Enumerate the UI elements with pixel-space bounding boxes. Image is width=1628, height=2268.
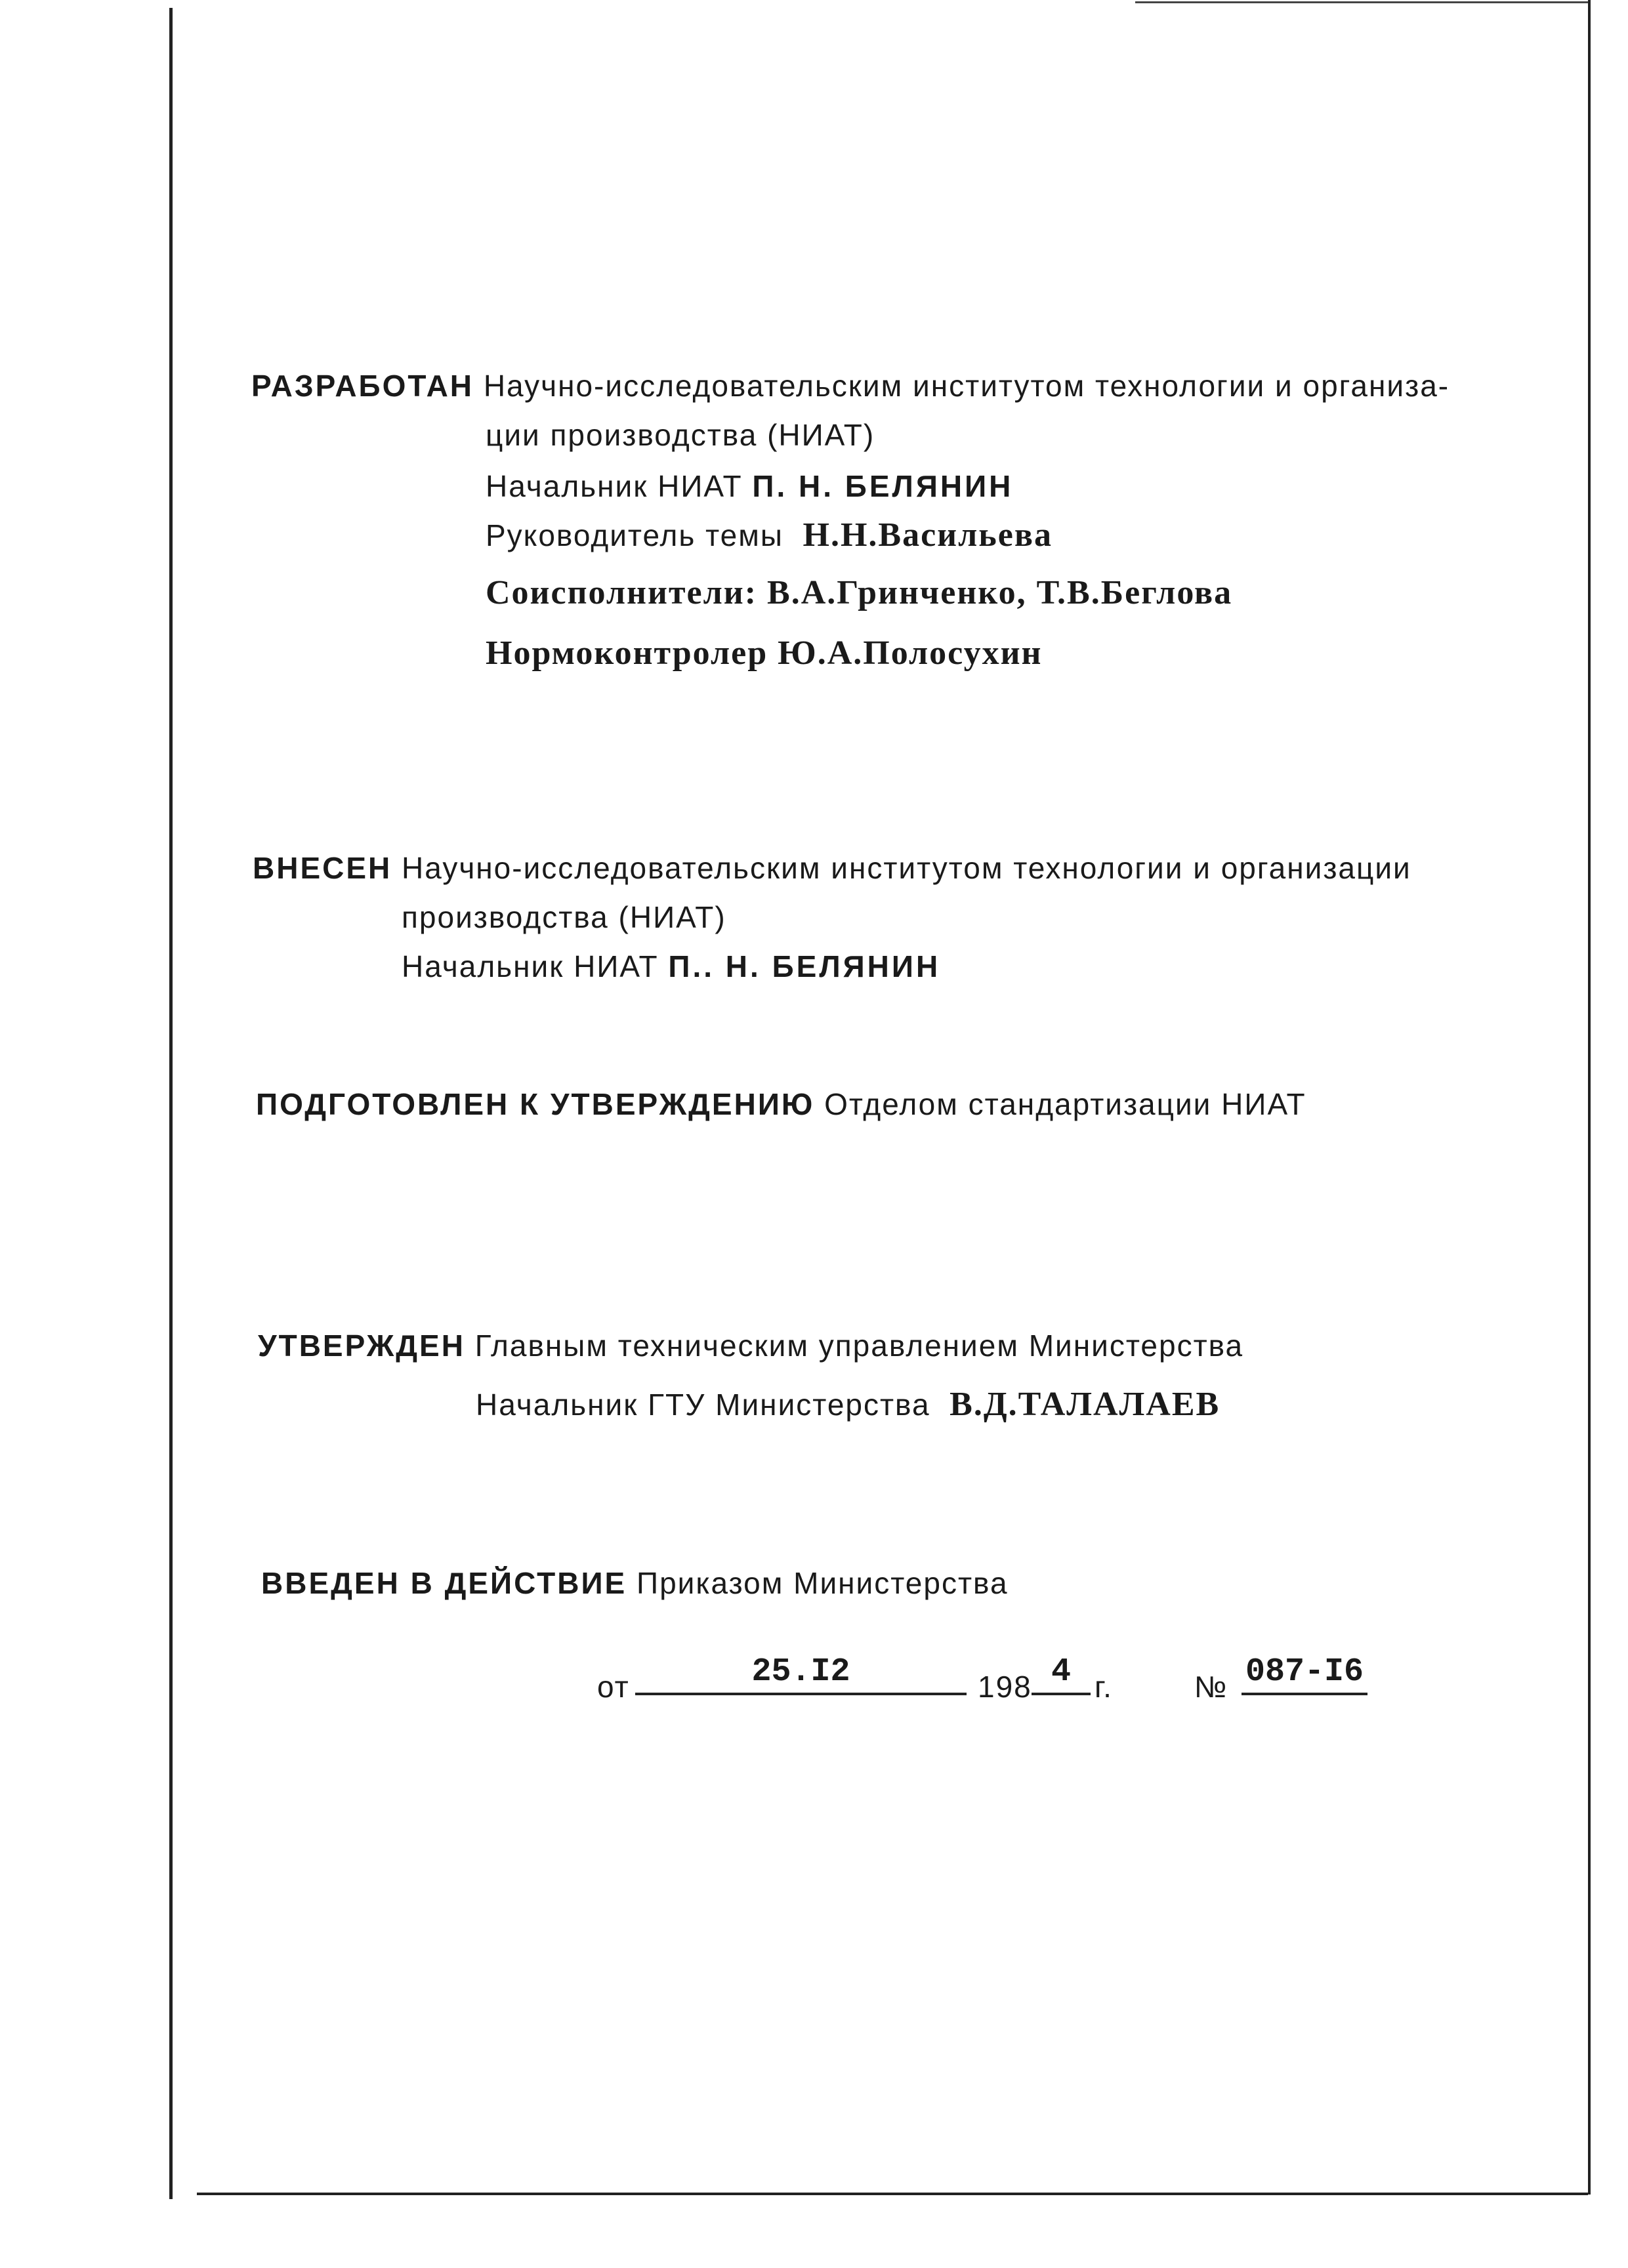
razrabotan-coexecutors: Соисполнители: В.А.Гринченко, Т.В.Беглова bbox=[486, 574, 1233, 611]
vveden-keyword: ВВЕДЕН В ДЕЙСТВИЕ bbox=[261, 1566, 627, 1600]
vnesen-text-line1: Научно-исследовательским институтом технологии и организации bbox=[402, 851, 1411, 885]
frame-right-border bbox=[1588, 0, 1591, 2195]
vveden-number-prefix: № bbox=[1194, 1670, 1228, 1704]
utverzhden-line bbox=[258, 1330, 1243, 1361]
podgotovlen-text: Отделом стандартизации НИАТ bbox=[824, 1087, 1306, 1121]
vveden-line bbox=[261, 1568, 1009, 1598]
vveden-year-prefix: 198 bbox=[978, 1670, 1032, 1704]
razrabotan-lead-line bbox=[486, 518, 1053, 552]
vveden-date-value: 25.I2 bbox=[751, 1653, 850, 1691]
utverzhden-text: Главным техническим управлением Министерства bbox=[474, 1329, 1244, 1363]
razrabotan-keyword: РАЗРАБОТАН bbox=[251, 369, 474, 403]
vveden-date-prefix: от bbox=[597, 1670, 630, 1704]
vnesen-keyword: ВНЕСЕН bbox=[253, 851, 392, 885]
vveden-number-value: 087-I6 bbox=[1245, 1653, 1364, 1691]
vveden-date-field bbox=[635, 1653, 967, 1695]
vnesen-text-line2: производства (НИАТ) bbox=[402, 900, 726, 934]
vnesen-chief-name: П.. Н. БЕЛЯНИН bbox=[668, 949, 941, 983]
razrabotan-chief-line bbox=[486, 471, 1013, 501]
razrabotan-text-line2: ции производства (НИАТ) bbox=[486, 418, 875, 452]
razrabotan-normcontrol: Нормоконтролер Ю.А.Полосухин bbox=[486, 634, 1043, 672]
podgotovlen-line bbox=[256, 1089, 1306, 1119]
utverzhden-chief-line bbox=[476, 1388, 1220, 1422]
razrabotan-line1 bbox=[251, 371, 1450, 401]
vnesen-chief-label: Начальник НИАТ bbox=[402, 949, 659, 983]
vnesen-line1 bbox=[253, 853, 1411, 883]
frame-top-fragment bbox=[1135, 1, 1588, 3]
vveden-year-suffix: г. bbox=[1095, 1670, 1113, 1704]
razrabotan-text-line1: Научно-исследовательским институтом технологии и организа- bbox=[483, 369, 1450, 403]
razrabotan-lead-label: Руководитель темы bbox=[486, 518, 783, 552]
utverzhden-chief-name: В.Д.ТАЛАЛАЕВ bbox=[950, 1386, 1221, 1423]
vveden-year-field bbox=[1032, 1653, 1091, 1695]
utverzhden-chief-label: Начальник ГТУ Министерства bbox=[476, 1388, 930, 1422]
vnesen-chief-line bbox=[402, 951, 940, 981]
frame-bottom-border bbox=[197, 2193, 1588, 2195]
utverzhden-keyword: УТВЕРЖДЕН bbox=[258, 1329, 465, 1363]
vveden-text: Приказом Министерства bbox=[637, 1566, 1009, 1600]
vveden-year-value: 4 bbox=[1051, 1653, 1071, 1691]
podgotovlen-keyword: ПОДГОТОВЛЕН К УТВЕРЖДЕНИЮ bbox=[256, 1087, 815, 1121]
razrabotan-lead-name: Н.Н.Васильева bbox=[803, 516, 1053, 554]
razrabotan-chief-label: Начальник НИАТ bbox=[486, 469, 743, 503]
razrabotan-chief-name: П. Н. БЕЛЯНИН bbox=[752, 469, 1014, 503]
frame-left-border bbox=[169, 8, 173, 2199]
vveden-number-field bbox=[1242, 1653, 1367, 1695]
